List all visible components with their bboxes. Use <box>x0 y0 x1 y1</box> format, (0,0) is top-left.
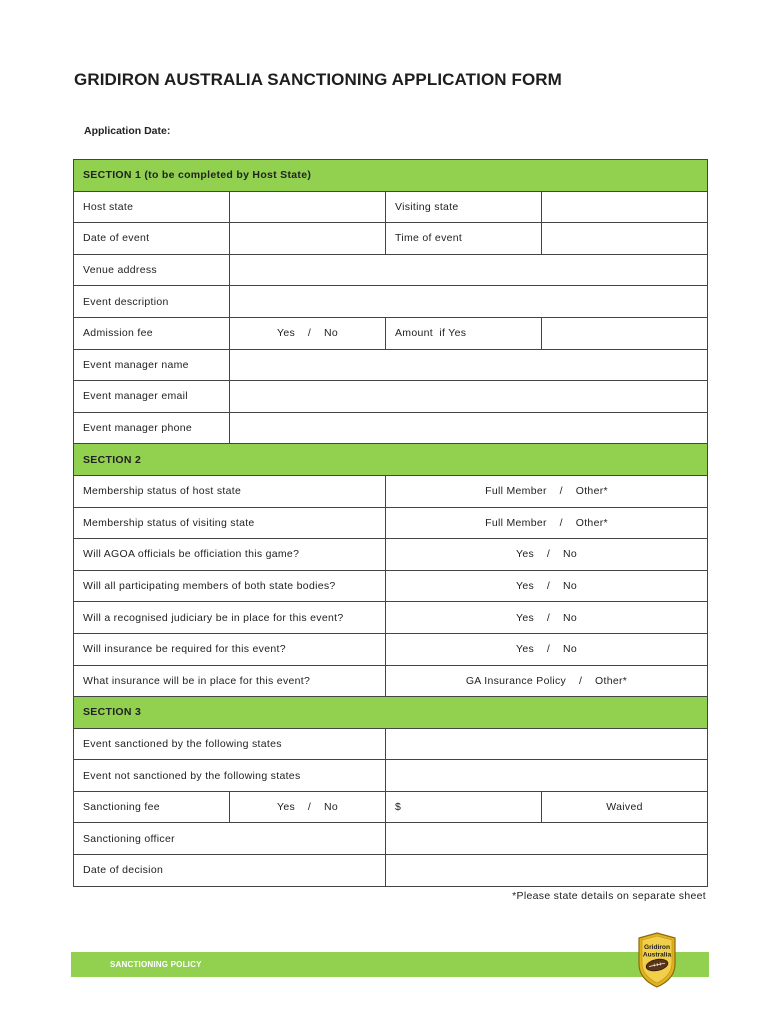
venue-address-field[interactable] <box>230 254 708 286</box>
table-row <box>74 665 708 697</box>
visiting-state-label: Visiting state <box>386 191 542 223</box>
table-row <box>74 855 708 887</box>
table-row <box>74 633 708 665</box>
amount-field[interactable] <box>542 317 708 349</box>
time-of-event-label: Time of event <box>386 223 542 255</box>
question-label: Will insurance be required for this event? <box>74 633 386 665</box>
venue-address-label: Venue address <box>74 254 230 286</box>
manager-name-field[interactable] <box>230 349 708 381</box>
manager-phone-field[interactable] <box>230 412 708 444</box>
section1-header-row <box>74 160 708 192</box>
table-row <box>74 507 708 539</box>
section3-header: SECTION 3 <box>74 697 708 729</box>
answer-options[interactable]: Yes / No <box>386 570 708 602</box>
table-row <box>74 191 708 223</box>
table-row <box>74 254 708 286</box>
question-label: Membership status of host state <box>74 475 386 507</box>
table-row <box>74 570 708 602</box>
question-label: Will a recognised judiciary be in place for this event? <box>74 602 386 634</box>
table-row <box>74 286 708 318</box>
manager-phone-label: Event manager phone <box>74 412 230 444</box>
footer-label: SANCTIONING POLICY <box>110 960 202 969</box>
table-row <box>74 728 708 760</box>
date-of-event-field[interactable] <box>230 223 386 255</box>
footer-bar <box>71 952 709 977</box>
host-state-field[interactable] <box>230 191 386 223</box>
answer-options[interactable]: Full Member / Other* <box>386 475 708 507</box>
manager-name-label: Event manager name <box>74 349 230 381</box>
table-row <box>74 475 708 507</box>
logo-text-line1: Gridiron <box>643 944 671 951</box>
visiting-state-field[interactable] <box>542 191 708 223</box>
host-state-label: Host state <box>74 191 230 223</box>
admission-fee-label: Admission fee <box>74 317 230 349</box>
footnote: *Please state details on separate sheet <box>512 890 706 902</box>
application-date-label: Application Date: <box>84 125 171 137</box>
table-row <box>74 539 708 571</box>
question-label: Membership status of visiting state <box>74 507 386 539</box>
sanctioning-officer-field[interactable] <box>386 823 708 855</box>
answer-options[interactable]: Yes / No <box>386 539 708 571</box>
answer-options[interactable]: Full Member / Other* <box>386 507 708 539</box>
table-row <box>74 760 708 792</box>
date-of-event-label: Date of event <box>74 223 230 255</box>
table-row <box>74 412 708 444</box>
table-row <box>74 349 708 381</box>
section2-header-row <box>74 444 708 476</box>
gridiron-australia-logo <box>636 932 678 988</box>
amount-if-yes-label: Amount if Yes <box>386 317 542 349</box>
date-of-decision-field[interactable] <box>386 855 708 887</box>
table-row <box>74 381 708 413</box>
table-row <box>74 823 708 855</box>
page-title: GRIDIRON AUSTRALIA SANCTIONING APPLICATION FORM <box>74 70 562 89</box>
not-sanctioned-by-field[interactable] <box>386 760 708 792</box>
sanctioning-officer-label: Sanctioning officer <box>74 823 386 855</box>
waived-option[interactable]: Waived <box>542 791 708 823</box>
sanctioning-fee-label: Sanctioning fee <box>74 791 230 823</box>
sanctioned-by-field[interactable] <box>386 728 708 760</box>
event-description-label: Event description <box>74 286 230 318</box>
logo-text-line2: Australia <box>642 951 672 959</box>
admission-fee-options[interactable]: Yes / No <box>230 317 386 349</box>
table-row <box>74 791 708 823</box>
fee-amount-field[interactable]: $ <box>386 791 542 823</box>
answer-options[interactable]: Yes / No <box>386 602 708 634</box>
question-label: What insurance will be in place for this event? <box>74 665 386 697</box>
date-of-decision-label: Date of decision <box>74 855 386 887</box>
question-label: Will all participating members of both state bodies? <box>74 570 386 602</box>
application-form-table <box>73 159 708 887</box>
table-row <box>74 317 708 349</box>
section3-header-row <box>74 697 708 729</box>
table-row <box>74 602 708 634</box>
not-sanctioned-by-label: Event not sanctioned by the following states <box>74 760 386 792</box>
manager-email-label: Event manager email <box>74 381 230 413</box>
question-label: Will AGOA officials be officiation this game? <box>74 539 386 571</box>
event-description-field[interactable] <box>230 286 708 318</box>
manager-email-field[interactable] <box>230 381 708 413</box>
section2-header: SECTION 2 <box>74 444 708 476</box>
sanctioning-fee-options[interactable]: Yes / No <box>230 791 386 823</box>
answer-options[interactable]: GA Insurance Policy / Other* <box>386 665 708 697</box>
answer-options[interactable]: Yes / No <box>386 633 708 665</box>
time-of-event-field[interactable] <box>542 223 708 255</box>
table-row <box>74 223 708 255</box>
sanctioned-by-label: Event sanctioned by the following states <box>74 728 386 760</box>
section1-header: SECTION 1 (to be completed by Host State) <box>74 160 708 192</box>
